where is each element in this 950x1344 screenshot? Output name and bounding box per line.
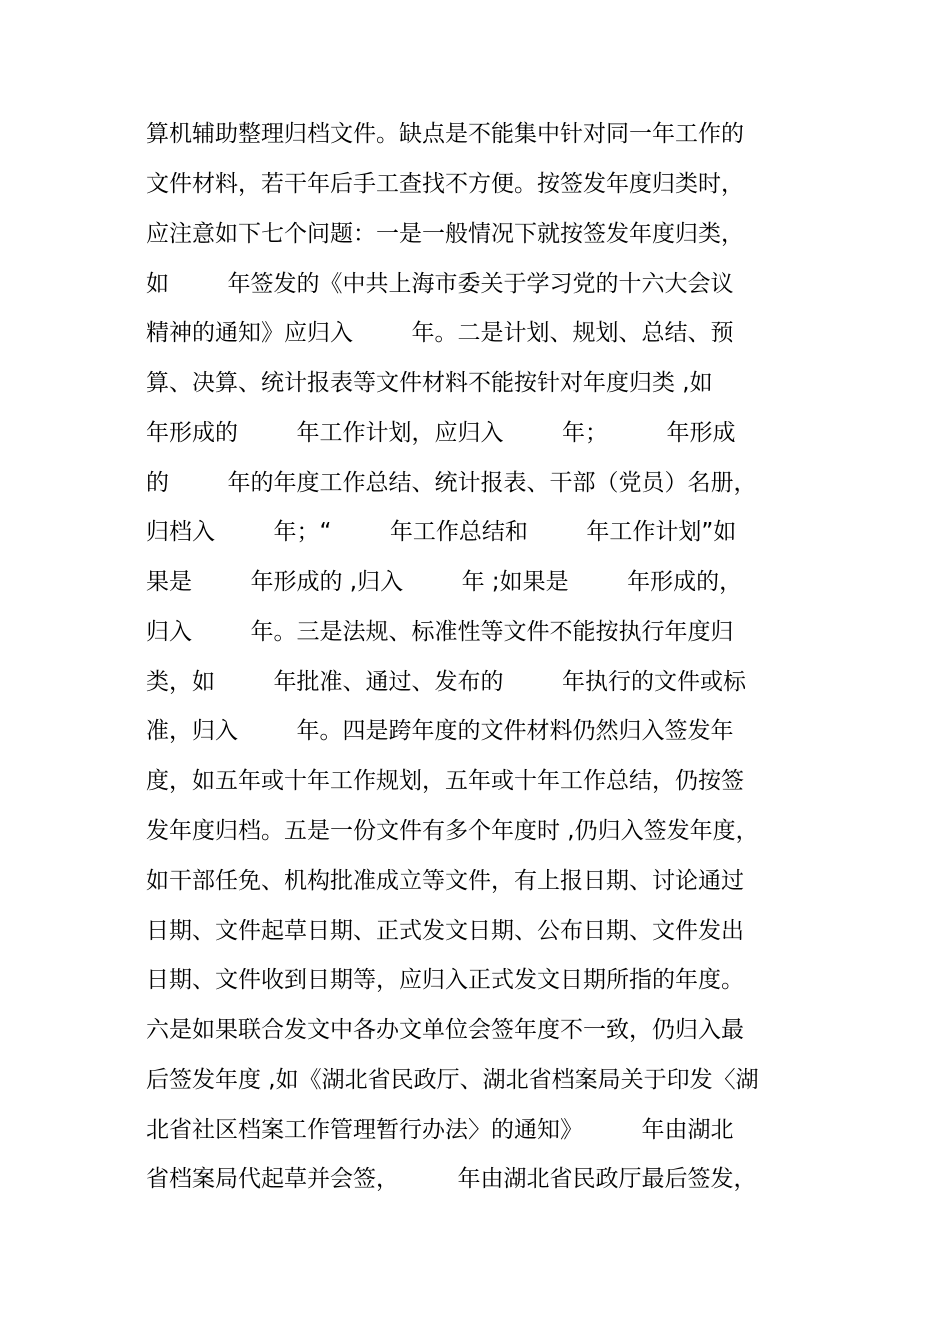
text-line: 度，如五年或十年工作规划，五年或十年工作总结，仍按签 [146, 768, 744, 794]
text-line: 归入 年。三是法规、标准性等文件不能按执行年度归 [146, 619, 734, 645]
text-line: 日期、文件收到日期等，应归入正式发文日期所指的年度。 [146, 967, 744, 993]
text-line: 算机辅助整理归档文件。缺点是不能集中针对同一年工作的 [146, 121, 744, 147]
text-line: 准，归入 年。四是跨年度的文件材料仍然归入签发年 [146, 718, 734, 744]
text-line: 应注意如下七个问题：一是一般情况下就按签发年度归类， [146, 221, 744, 247]
text-line: 类，如 年批准、通过、发布的 年执行的文件或标 [146, 669, 746, 695]
text-line: 文件材料，若干年后手工查找不方便。按签发年度归类时， [146, 171, 744, 197]
text-line: 精神的通知》应归入 年。二是计划、规划、总结、预 [146, 320, 734, 346]
text-line: 算、决算、统计报表等文件材料不能按针对年度归类 ,如 [146, 370, 713, 396]
text-line: 归档入 年；“ 年工作总结和 年工作计划”如 [146, 519, 737, 545]
text-line: 北省社区档案工作管理暂行办法〉的通知》 年由湖北 [146, 1117, 734, 1143]
text-line: 年形成的 年工作计划，应归入 年； 年形成 [146, 420, 736, 446]
text-line: 六是如果联合发文中各办文单位会签年度不一致，仍归入最 [146, 1017, 744, 1043]
text-line: 的 年的年度工作总结、统计报表、干部（党员）名册， [146, 470, 757, 496]
text-line: 发年度归档。五是一份文件有多个年度时 ,仍归入签发年度， [146, 818, 759, 844]
text-line: 日期、文件起草日期、正式发文日期、公布日期、文件发出 [146, 918, 744, 944]
text-line: 后签发年度 ,如《湖北省民政厅、湖北省档案局关于印发〈湖 [146, 1067, 759, 1093]
text-line: 果是 年形成的 ,归入 年 ;如果是 年形成的， [146, 569, 743, 595]
text-line: 省档案局代起草并会签， 年由湖北省民政厅最后签发， [146, 1166, 757, 1192]
text-line: 如 年签发的《中共上海市委关于学习党的十六大会议 [146, 271, 734, 297]
text-line: 如干部任免、机构批准成立等文件，有上报日期、讨论通过 [146, 868, 744, 894]
